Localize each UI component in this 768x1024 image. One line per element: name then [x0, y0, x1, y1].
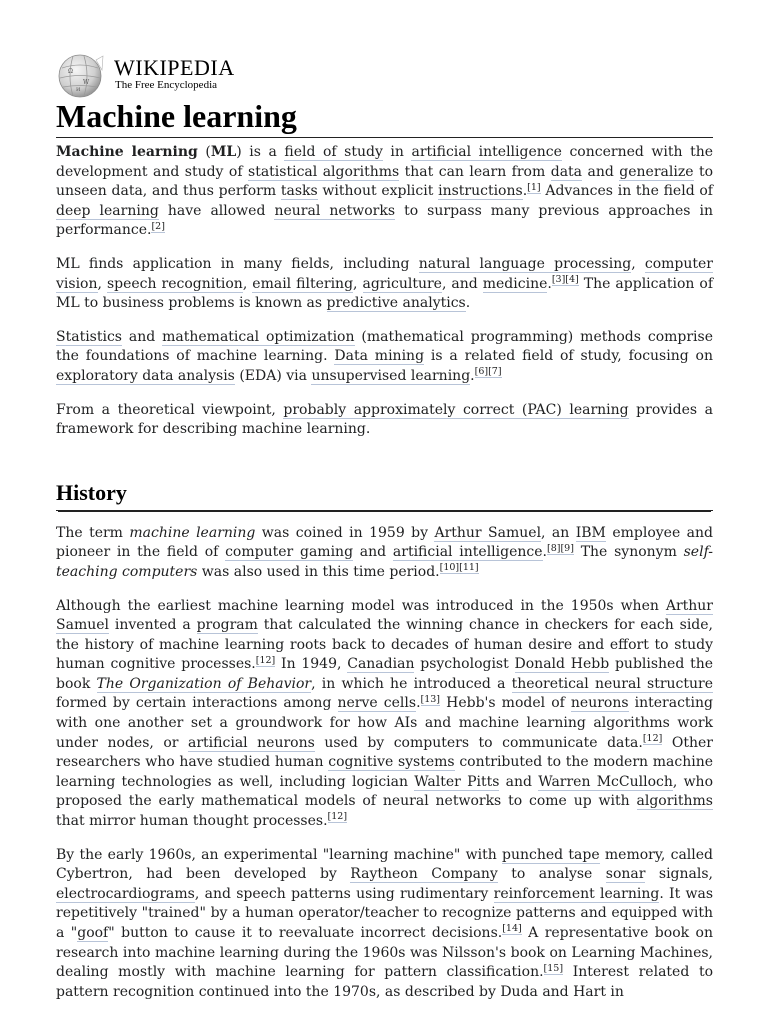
text: to surpass many previous approaches in performance.: [56, 202, 713, 239]
text: By the early 1960s, an experimental "learning machine" with: [56, 846, 503, 863]
link-generalize[interactable]: generalize: [619, 163, 694, 180]
citation-link-8[interactable]: [8]: [546, 542, 561, 554]
link-speech-recognition[interactable]: speech recognition: [106, 275, 243, 292]
text: memory, called Cybertron, had been developed by: [56, 846, 713, 883]
article-body: [56, 143, 713, 1002]
wikipedia-wordmark[interactable]: WIKIPEDIA: [114, 55, 235, 80]
text: A representative book on research into machine learning during the 1960s was Nilsson's book on Learning Machines, dealing mostly with machine learning for pattern classification.: [56, 925, 713, 981]
link-deep-learning[interactable]: deep learning: [56, 202, 159, 219]
intro-paragraph-1: [56, 143, 713, 241]
citation-link-12[interactable]: [12]: [255, 654, 276, 666]
link-agriculture[interactable]: agriculture: [362, 275, 442, 292]
text: provides a framework for describing machine learning.: [56, 401, 713, 438]
text: ,: [97, 275, 107, 292]
link-canadian[interactable]: Canadian: [347, 656, 415, 673]
text: Although the earliest machine learning model was introduced in the 1950s when: [56, 597, 666, 614]
citation-link-9[interactable]: [9]: [560, 542, 574, 554]
wikipedia-globe-icon[interactable]: [56, 54, 106, 98]
citation-link-6[interactable]: [6]: [474, 366, 489, 378]
text: " button to cause it to reevaluate incorrect decisions.: [108, 925, 503, 941]
text: .: [547, 275, 552, 292]
link-neurons[interactable]: neurons: [570, 695, 629, 712]
bold-term: Machine learning: [56, 144, 198, 160]
link-exploratory-data-analysis[interactable]: exploratory data analysis: [56, 367, 235, 384]
link-medicine[interactable]: medicine: [482, 275, 548, 292]
link-punched-tape[interactable]: punched tape: [502, 846, 600, 863]
link-email-filtering[interactable]: email filtering: [252, 275, 354, 292]
text: (EDA) via: [234, 367, 312, 384]
text: ,: [242, 275, 253, 292]
text: in: [382, 144, 412, 160]
text: The term: [56, 524, 130, 541]
link-cognitive-systems[interactable]: cognitive systems: [328, 754, 455, 771]
text: that calculated the winning chance in checkers for each side, the history of machine learning roots back to decades of human desire and effort to study human cognitive processes.: [56, 617, 714, 673]
citation: [151, 221, 164, 233]
link-pac-learning[interactable]: probably approximately correct (PAC) learning: [283, 401, 629, 418]
text: that can learn from: [399, 163, 551, 180]
text: and: [582, 163, 620, 180]
link-ibm[interactable]: IBM: [575, 524, 606, 541]
link-field-of-study[interactable]: field of study: [284, 144, 383, 160]
text: formed by certain interactions among: [56, 695, 338, 712]
text: ,: [353, 275, 363, 292]
link-artificial-neurons[interactable]: artificial neurons: [188, 734, 315, 751]
intro-paragraph-3: [56, 328, 713, 387]
text: published the book: [56, 656, 714, 692]
text: Hebb's model of: [440, 695, 571, 712]
text: interacting with one another set a groundwork for how AIs and machine learning algorithms work under nodes, or: [56, 695, 714, 751]
text: .: [522, 183, 528, 200]
wikipedia-tagline: The Free Encyclopedia: [115, 79, 218, 91]
text: ML finds application in many fields, including: [56, 255, 419, 272]
link-electrocardiograms[interactable]: electrocardiograms: [56, 885, 195, 902]
text: used by computers to communicate data.: [314, 734, 643, 751]
text: to unseen data, and thus perform: [56, 163, 714, 200]
link-mathematical-optimization[interactable]: mathematical optimization: [162, 328, 355, 345]
text: invented a: [109, 617, 197, 634]
text: , and: [441, 275, 483, 292]
citation-link-11[interactable]: [11]: [459, 562, 479, 574]
text: .: [470, 367, 475, 384]
link-arthur-samuel-2[interactable]: Arthur Samuel: [56, 597, 713, 634]
page-title: Machine learning: [56, 97, 713, 138]
link-data[interactable]: data: [550, 163, 583, 180]
citation-link-1[interactable]: [1]: [527, 181, 541, 193]
link-sonar[interactable]: sonar: [605, 866, 646, 883]
text: signals,: [645, 866, 713, 883]
link-donald-hebb[interactable]: Donald Hebb: [514, 656, 610, 673]
text: The application of ML to business problems is known as: [56, 275, 714, 312]
citation-link-13[interactable]: [13]: [420, 693, 441, 705]
citation: [328, 811, 348, 823]
text: ,: [631, 255, 645, 272]
svg-text:W: W: [83, 79, 90, 86]
link-statistical-algorithms[interactable]: statistical algorithms: [248, 163, 400, 180]
link-data-mining[interactable]: Data mining: [334, 348, 425, 365]
text: psychologist: [414, 656, 515, 673]
text: is a related field of study, focusing on: [424, 348, 713, 365]
link-neural-networks[interactable]: neural networks: [274, 202, 396, 219]
citation: [552, 274, 579, 286]
link-tasks[interactable]: tasks: [280, 183, 318, 200]
text: and: [121, 328, 163, 345]
text: .: [542, 544, 547, 561]
text: concerned with the development and study of: [56, 144, 713, 180]
text: have allowed: [158, 202, 275, 219]
intro-paragraph-2: [56, 255, 713, 314]
citation-link-14[interactable]: [14]: [502, 923, 522, 935]
svg-text:Ω: Ω: [68, 68, 73, 75]
history-paragraph-1: [56, 524, 713, 583]
text: contributed to the modern machine learning technologies as well, including logician: [56, 754, 714, 790]
link-unsupervised-learning[interactable]: unsupervised learning: [311, 367, 471, 384]
text: was coined in 1959 by: [255, 524, 435, 541]
citation-link-12b[interactable]: [12]: [642, 733, 663, 744]
link-goof[interactable]: goof: [77, 925, 109, 941]
text: .: [416, 695, 421, 712]
citation-link-15[interactable]: [15]: [543, 962, 564, 974]
text: was also used in this time period.: [197, 563, 440, 580]
link-raytheon-company[interactable]: Raytheon Company: [350, 866, 498, 883]
text: From a theoretical viewpoint,: [56, 401, 284, 418]
text: to analyse: [497, 866, 606, 883]
citation-link-12c[interactable]: [12]: [327, 811, 348, 823]
text: that mirror human thought processes.: [56, 813, 328, 830]
section-heading-history: History: [56, 480, 713, 511]
citation: [421, 694, 441, 706]
link-artificial-intelligence[interactable]: artificial intelligence: [411, 144, 562, 160]
link-walter-pitts[interactable]: Walter Pitts: [414, 773, 500, 790]
text: In 1949,: [275, 656, 348, 673]
text: , in which he introduced a: [311, 675, 512, 692]
book-title: The Organization of Behavior: [96, 675, 312, 692]
citation: [502, 923, 522, 935]
link-predictive-analytics[interactable]: predictive analytics: [326, 295, 466, 312]
bold-abbr: ML: [210, 144, 237, 160]
text: , and speech patterns using rudimentary: [194, 885, 494, 902]
history-paragraph-2: [56, 597, 713, 832]
history-paragraph-3: [56, 846, 713, 1003]
text: , an: [541, 524, 576, 541]
text: ) is a: [236, 144, 285, 160]
link-statistics[interactable]: Statistics: [56, 328, 122, 345]
link-nerve-cells[interactable]: nerve cells: [337, 695, 417, 712]
citation-link-4[interactable]: [4]: [565, 273, 579, 285]
text: Other researchers who have studied human: [56, 734, 713, 771]
link-instructions[interactable]: instructions: [438, 183, 523, 200]
text: Advances in the field of: [540, 183, 713, 200]
text: .: [465, 295, 471, 312]
text: employee and pioneer in the field of: [56, 524, 713, 561]
citation-link-3[interactable]: [3]: [551, 273, 566, 285]
text: Interest related to pattern recognition continued into the 1970s, as described by Duda and Hart in: [56, 964, 713, 1000]
link-computer-gaming[interactable]: computer gaming: [225, 544, 354, 561]
citation-link-2[interactable]: [2]: [151, 220, 165, 232]
citation-link-10[interactable]: [10]: [439, 562, 460, 574]
text: and: [353, 544, 393, 561]
citation: [547, 543, 574, 555]
text: and: [499, 773, 539, 790]
citation: [256, 655, 276, 667]
text: . It was repetitively "trained" by a human operator/teacher to recognize patterns and equipped with a ": [56, 885, 714, 941]
svg-text:И: И: [76, 87, 81, 93]
link-reinforcement-learning[interactable]: reinforcement learning: [493, 885, 660, 902]
citation: [544, 963, 564, 975]
citation: [475, 366, 502, 378]
citation: [643, 733, 663, 745]
citation: [440, 562, 479, 574]
citation: [527, 182, 540, 194]
link-program[interactable]: program: [196, 617, 258, 634]
italic-term: self-teaching computers: [56, 544, 713, 580]
site-header: [56, 54, 356, 98]
text: (: [197, 144, 211, 160]
text: (mathematical programming) methods comprise the foundations of machine learning.: [56, 328, 713, 365]
link-nlp[interactable]: natural language processing: [418, 255, 632, 272]
link-computer-vision[interactable]: computer vision: [56, 255, 714, 292]
text: , who proposed the early mathematical models of neural networks to come up with: [56, 773, 713, 810]
text: without explicit: [317, 183, 439, 200]
link-warren-mcculloch[interactable]: Warren McCulloch: [538, 773, 673, 790]
link-artificial-intelligence-2[interactable]: artificial intelligence: [392, 544, 543, 561]
intro-paragraph-4: [56, 401, 713, 440]
link-organization-of-behavior[interactable]: [97, 676, 312, 693]
link-arthur-samuel[interactable]: Arthur Samuel: [434, 524, 542, 541]
italic-term: machine learning: [129, 524, 256, 541]
text: The synonym: [573, 544, 684, 561]
link-theoretical-neural-structure[interactable]: theoretical neural structure: [511, 675, 714, 692]
link-algorithms[interactable]: algorithms: [636, 793, 713, 810]
citation-link-7[interactable]: [7]: [488, 366, 502, 378]
